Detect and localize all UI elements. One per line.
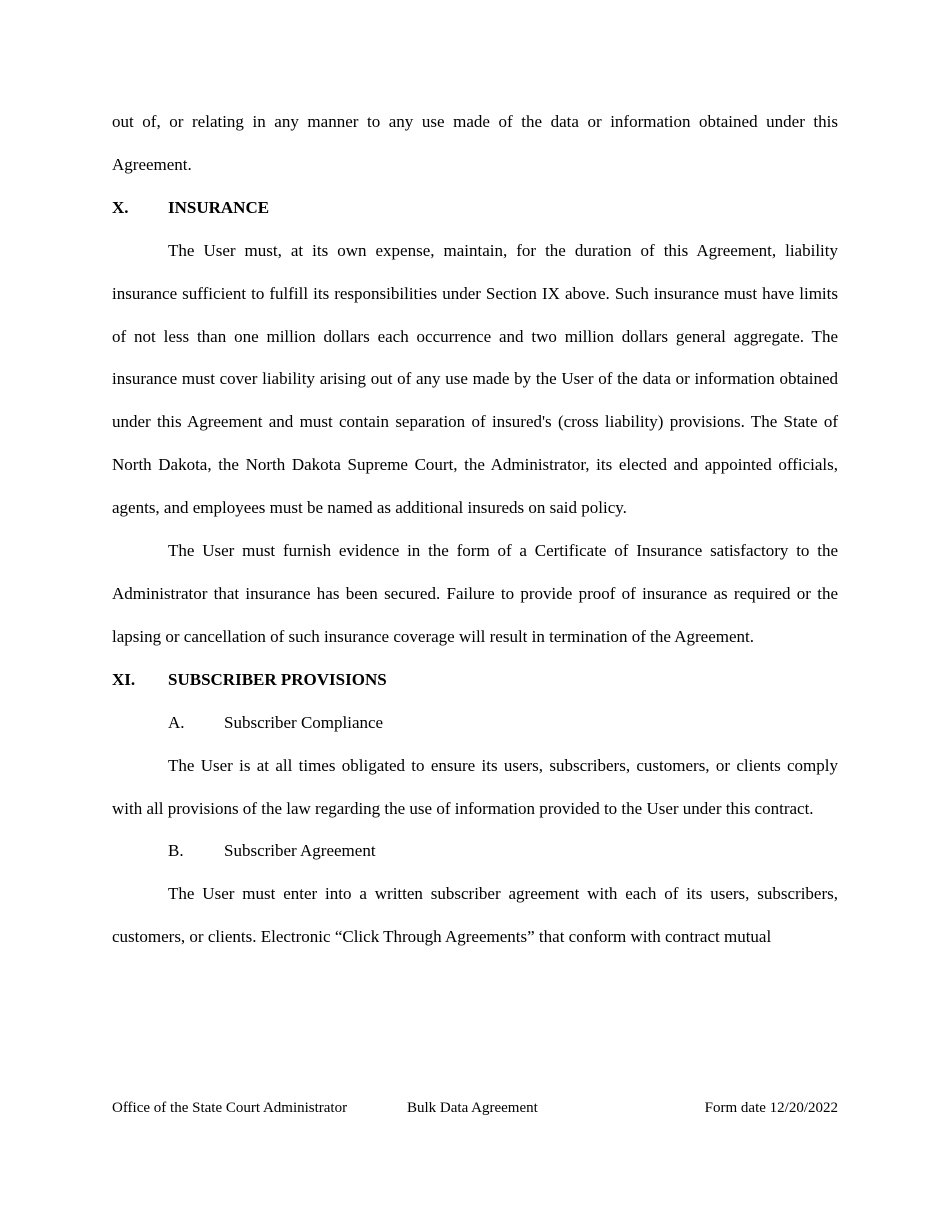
paragraph-insurance-requirements: The User must, at its own expense, maintain, for the duration of this Agreement, liability insurance sufficient to fulfill its responsibilities under Section IX above. Such insurance must have limits of not less than one million dollars each occurrence and two million dollars general aggregate. The insurance must cover liability arising out of any use made by the User of the data or information obtained under this Agreement and must contain separation of insured's (cross liability) provisions. The State of North Dakota, the North Dakota Supreme Court, the Administrator, its elected and appointed officials, agents, and employees must be named as additional insureds on said policy.: [112, 240, 838, 518]
section-heading-subscriber-provisions: [112, 659, 838, 702]
subsection-title: Subscriber Agreement: [224, 841, 376, 861]
paragraph-continuation: out of, or relating in any manner to any use made of the data or information obtained under this Agreement.: [112, 112, 838, 174]
section-heading-insurance: [112, 187, 838, 230]
section-number: X.: [112, 197, 129, 217]
subsection-heading-subscriber-compliance: [112, 702, 838, 745]
document-body: [112, 101, 838, 959]
subsection-letter: B.: [168, 841, 184, 861]
paragraph-insurance-certificate: The User must furnish evidence in the form of a Certificate of Insurance satisfactory to the Administrator that insurance has been secured. Failure to provide proof of insurance as required or the lapsing or cancellation of such insurance coverage will result in termination of the Agreement.: [112, 541, 838, 646]
section-title: INSURANCE: [168, 197, 270, 217]
subsection-title: Subscriber Compliance: [224, 712, 384, 732]
section-title: SUBSCRIBER PROVISIONS: [168, 669, 387, 689]
footer-form-date: Form date 12/20/2022: [704, 1100, 838, 1116]
footer-office: Office of the State Court Administrator: [112, 1100, 348, 1116]
subsection-letter: A.: [168, 712, 185, 732]
paragraph-subscriber-agreement: The User must enter into a written subscriber agreement with each of its users, subscribers, customers, or clients. Electronic “Click Through Agreements” that conform with contract mutual: [112, 884, 838, 947]
paragraph-subscriber-compliance: The User is at all times obligated to ensure its users, subscribers, customers, or clients comply with all provisions of the law regarding the use of information provided to the User under this contract.: [112, 755, 838, 818]
subsection-heading-subscriber-agreement: [112, 830, 838, 873]
footer-document-title: Bulk Data Agreement: [407, 1100, 538, 1116]
section-number: XI.: [112, 669, 136, 689]
